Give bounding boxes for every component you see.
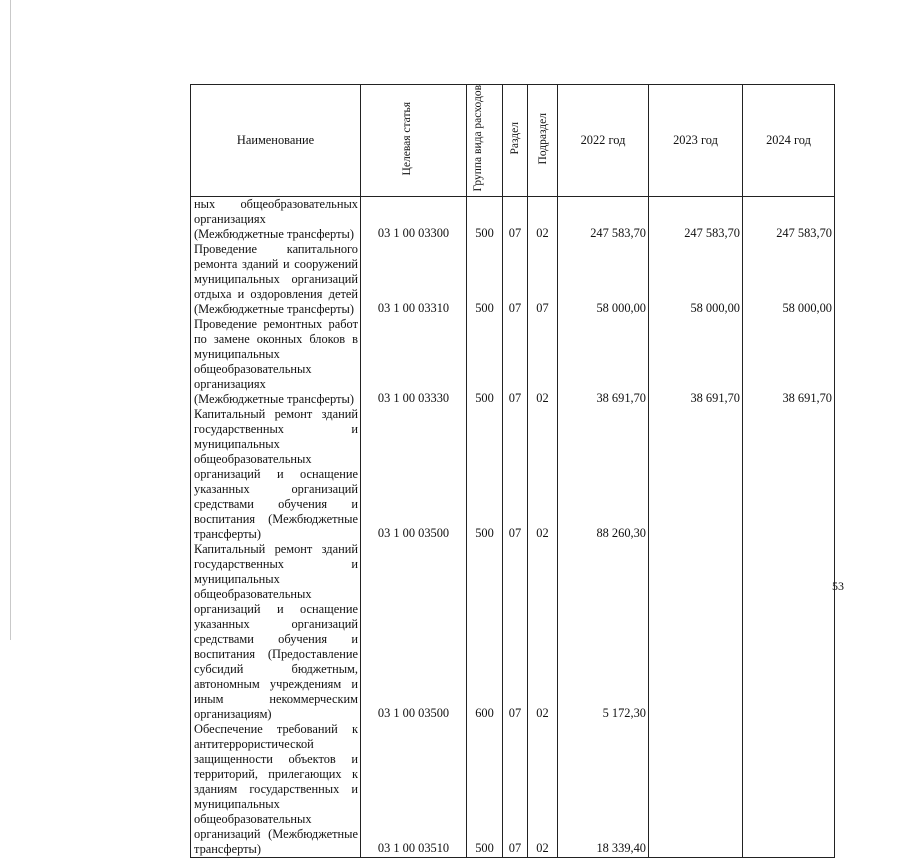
row-name: Капитальный ремонт зданий государственных и муниципальных общеобразовательных организаций и оснащение указанных организаций средствами обучения и воспитания (Межбюджетные трансферты): [191, 407, 361, 542]
header-expense-group: Группа вида расходов: [471, 85, 484, 192]
header-name: Наименование: [191, 85, 361, 197]
row-name: Проведение ремонтных работ по замене оконных блоков в муниципальных общеобразовательных организациях (Межбюджетные трансферты): [191, 317, 361, 407]
row-2024: 38 691,70: [743, 317, 835, 407]
table-row: [191, 542, 835, 722]
table-row: [191, 196, 835, 242]
header-2022: 2022 год: [558, 85, 649, 197]
row-section: 07: [503, 407, 528, 542]
row-subsection: 02: [528, 196, 558, 242]
row-2024: 247 583,70: [743, 196, 835, 242]
table-row: [191, 722, 835, 858]
row-2023: 38 691,70: [649, 317, 743, 407]
row-group: 600: [467, 542, 503, 722]
budget-table: [190, 84, 835, 858]
header-section: Раздел: [509, 122, 521, 155]
row-group: 500: [467, 317, 503, 407]
row-2024: [743, 407, 835, 542]
row-2024: [743, 542, 835, 722]
row-2024: [743, 722, 835, 858]
row-group: 500: [467, 242, 503, 317]
row-section: 07: [503, 242, 528, 317]
row-target: 03 1 00 03330: [361, 317, 467, 407]
row-section: 07: [503, 542, 528, 722]
row-name: Проведение капитального ремонта зданий и сооружений муниципальных организаций отдыха и оздоровления детей (Межбюджетные трансферты): [191, 242, 361, 317]
row-group: 500: [467, 196, 503, 242]
header-target-article: Целевая статья: [400, 101, 413, 175]
row-name: Обеспечение требований к антитеррористической защищенности объектов и территорий, прилегающих к зданиям государственных и муниципальных общеобразовательных организаций (Межбюджетные трансферты): [191, 722, 361, 858]
row-target: 03 1 00 03300: [361, 196, 467, 242]
row-subsection: 02: [528, 722, 558, 858]
header-2024: 2024 год: [743, 85, 835, 197]
row-name: Капитальный ремонт зданий государственных и муниципальных общеобразовательных организаций и оснащение указанных организаций средствами обучения и воспитания (Предоставление субсидий бюджетным, автономным учреждениям и иным некоммерческим организациям): [191, 542, 361, 722]
row-group: 500: [467, 722, 503, 858]
row-2022: 58 000,00: [558, 242, 649, 317]
header-2023: 2023 год: [649, 85, 743, 197]
row-target: 03 1 00 03500: [361, 407, 467, 542]
table-header-row: [191, 85, 835, 197]
row-2024: 58 000,00: [743, 242, 835, 317]
row-target: 03 1 00 03510: [361, 722, 467, 858]
row-2023: 58 000,00: [649, 242, 743, 317]
row-section: 07: [503, 317, 528, 407]
row-2022: 38 691,70: [558, 317, 649, 407]
row-section: 07: [503, 722, 528, 858]
row-2023: 247 583,70: [649, 196, 743, 242]
row-2022: 18 339,40: [558, 722, 649, 858]
row-2023: [649, 407, 743, 542]
row-2022: 247 583,70: [558, 196, 649, 242]
page-number: 53: [832, 579, 844, 593]
row-subsection: 02: [528, 407, 558, 542]
table-row: [191, 407, 835, 542]
row-target: 03 1 00 03500: [361, 542, 467, 722]
row-2023: [649, 542, 743, 722]
table-row: [191, 242, 835, 317]
row-target: 03 1 00 03310: [361, 242, 467, 317]
table-row: [191, 317, 835, 407]
row-subsection: 07: [528, 242, 558, 317]
row-group: 500: [467, 407, 503, 542]
row-2023: [649, 722, 743, 858]
row-subsection: 02: [528, 542, 558, 722]
header-subsection: Подраздел: [536, 112, 549, 164]
row-subsection: 02: [528, 317, 558, 407]
row-section: 07: [503, 196, 528, 242]
row-2022: 88 260,30: [558, 407, 649, 542]
row-name: ных общеобразовательных организациях (Межбюджетные трансферты): [191, 196, 361, 242]
row-2022: 5 172,30: [558, 542, 649, 722]
page-edge-line: [10, 0, 11, 640]
